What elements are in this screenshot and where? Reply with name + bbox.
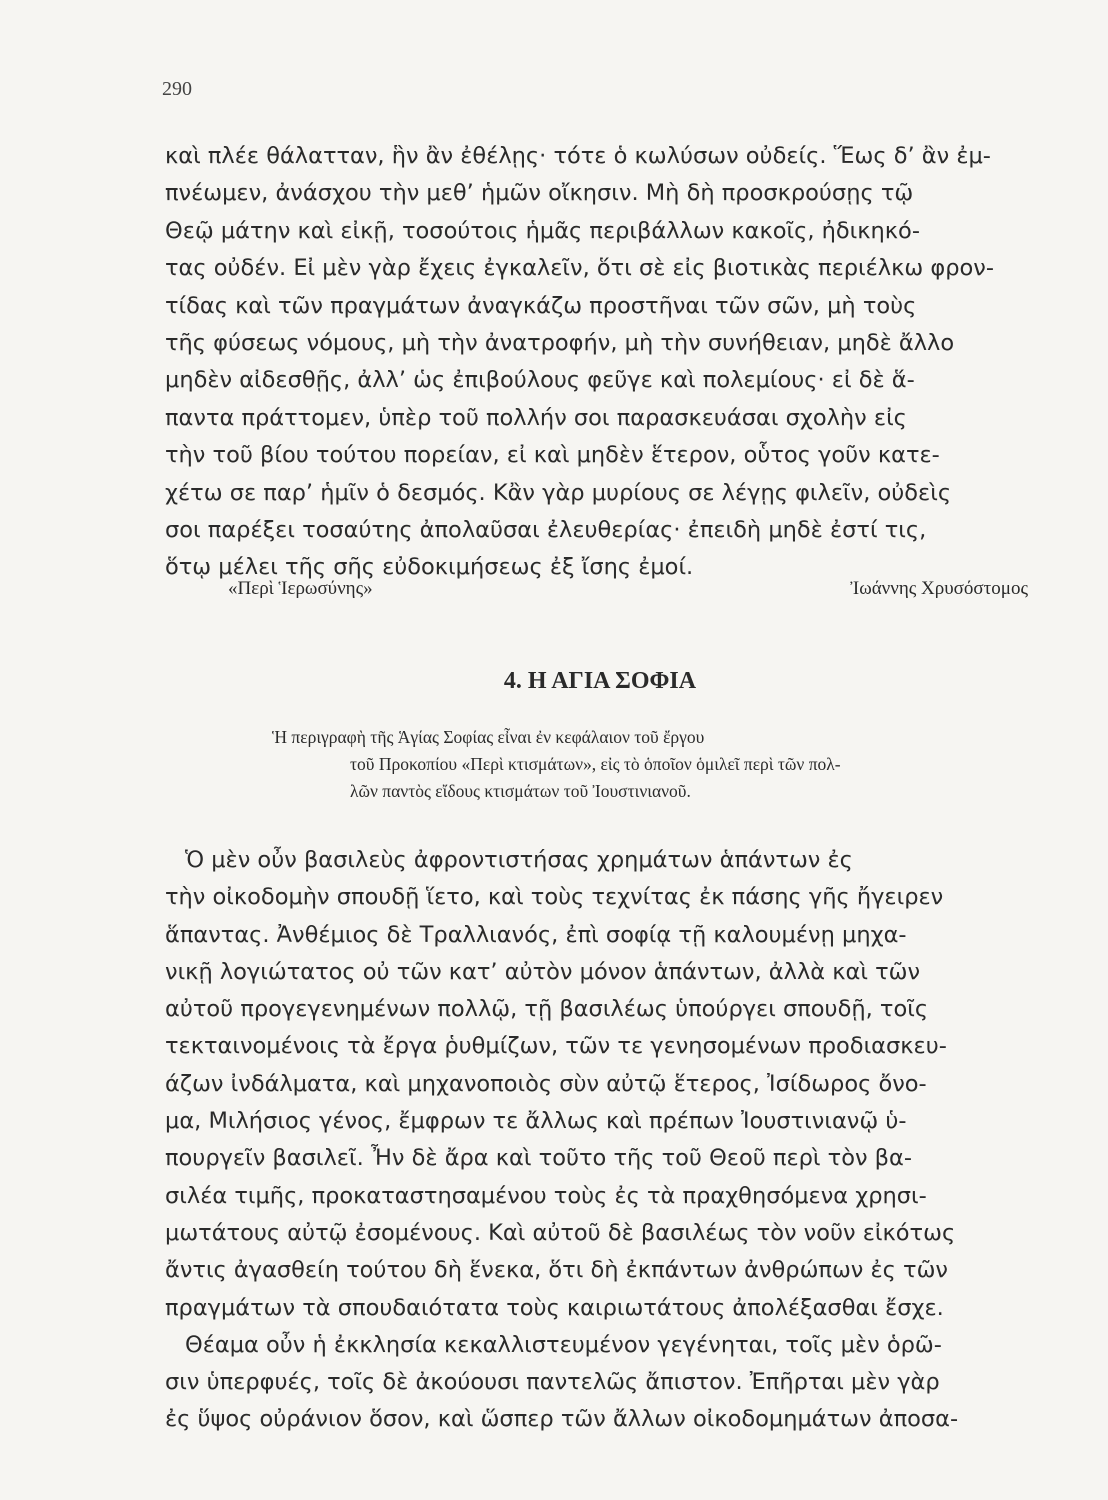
intro-line: Ἡ περιγραφὴ τῆς Ἁγίας Σοφίας εἶναι ἐν κεφάλαιον τοῦ ἔργου <box>272 727 705 747</box>
quote-line: Θεῷ μάτην καὶ εἰκῇ, τοσούτοις ἡμᾶς περιβάλλων κακοῖς, ἠδικηκό- <box>165 217 920 244</box>
body-line: Θέαμα οὖν ἡ ἐκκλησία κεκαλλιστευμένον γεγένηται, τοῖς μὲν ὁρῶ- <box>185 1331 942 1358</box>
body-line: πραγμάτων τὰ σπουδαιότατα τοὺς καιριωτάτους ἀπολέξασθαι ἔσχε. <box>165 1294 944 1321</box>
section-heading: 4. Η ΑΓΙΑ ΣΟΦΙΑ <box>503 668 697 694</box>
body-text <box>165 842 1027 1439</box>
quote-line: σοι παρέξει τοσαύτης ἀπολαῦσαι ἐλευθερίας· ἐπειδὴ μηδὲ ἐστί τις, <box>165 516 927 543</box>
quote-line: καὶ πλέε θάλατταν, ἣν ἂν ἐθέλῃς· τότε ὁ κωλύσων οὐδείς. Ἕως δ’ ἂν ἐμ- <box>165 143 991 169</box>
body-line: Ὁ μὲν οὖν βασιλεὺς ἀφροντιστήσας χρημάτων ἁπάντων ἐς <box>185 847 853 873</box>
quote-line: τὴν τοῦ βίου τούτου πορείαν, εἰ καὶ μηδὲν ἕτερον, οὗτος γοῦν κατε- <box>165 442 940 469</box>
quote-source: «Περὶ Ἱερωσύνης» <box>228 578 373 599</box>
quote-line: τίδας καὶ τῶν πραγμάτων ἀναγκάζω προστῆναι τῶν σῶν, μὴ τοὺς <box>165 292 917 319</box>
page-number: 290 <box>162 78 192 100</box>
body-line: μα, Μιλήσιος γένος, ἔμφρων τε ἄλλως καὶ πρέπων Ἰουστινιανῷ ὑ- <box>165 1108 907 1135</box>
section-intro <box>250 724 1030 805</box>
body-line: σιλέα τιμῆς, προκαταστησαμένου τοὺς ἐς τὰ πραχθησόμενα χρησι- <box>165 1182 927 1209</box>
intro-line: λῶν παντὸς εἴδους κτισμάτων τοῦ Ἰουστινιανοῦ. <box>350 781 691 801</box>
quote-line: τας οὐδέν. Εἰ μὲν γὰρ ἔχεις ἐγκαλεῖν, ὅτι σὲ εἰς βιοτικὰς περιέλκω φρον- <box>165 255 994 282</box>
body-line: ἄντις ἀγασθείη τούτου δὴ ἕνεκα, ὅτι δὴ ἐκπάντων ἀνθρώπων ἐς τῶν <box>165 1257 948 1284</box>
body-line: μωτάτους αὐτῷ ἐσομένους. Καὶ αὐτοῦ δὲ βασιλέως τὸν νοῦν εἰκότως <box>165 1219 956 1246</box>
body-line: σιν ὑπερφυές, τοῖς δὲ ἀκούουσι παντελῶς ἄπιστον. Ἐπῆρται μὲν γὰρ <box>165 1369 940 1396</box>
quote-line: χέτω σε παρ’ ἡμῖν ὁ δεσμός. Κἂν γὰρ μυρίους σε λέγῃς φιλεῖν, οὐδεὶς <box>165 479 952 506</box>
quote-line: παντα πράττομεν, ὑπὲρ τοῦ πολλήν σοι παρασκευάσαι σχολὴν εἰς <box>165 404 907 431</box>
quote-line: ὅτῳ μέλει τῆς σῆς εὐδοκιμήσεως ἐξ ἴσης ἐμοί. <box>165 554 694 581</box>
quote-passage <box>165 138 1027 587</box>
quote-line: τῆς φύσεως νόμους, μὴ τὴν ἀνατροφήν, μὴ τὴν συνήθειαν, μηδὲ ἄλλο <box>165 329 955 356</box>
body-line: ἐς ὕψος οὐράνιον ὅσον, καὶ ὥσπερ τῶν ἄλλων οἰκοδομημάτων ἀποσα- <box>165 1406 959 1433</box>
body-line: νικῇ λογιώτατος οὐ τῶν κατ’ αὐτὸν μόνον ἁπάντων, ἀλλὰ καὶ τῶν <box>165 958 921 985</box>
intro-line: τοῦ Προκοπίου «Περὶ κτισμάτων», εἰς τὸ ὁποῖον ὁμιλεῖ περὶ τῶν πολ- <box>350 754 841 774</box>
body-line: τὴν οἰκοδομὴν σπουδῇ ἵετο, καὶ τοὺς τεχνίτας ἐκ πάσης γῆς ἤγειρεν <box>165 884 944 911</box>
quote-author: Ἰωάννης Χρυσόστομος <box>850 578 1028 599</box>
body-line: πουργεῖν βασιλεῖ. Ἦν δὲ ἄρα καὶ τοῦτο τῆς τοῦ Θεοῦ περὶ τὸν βα- <box>165 1145 912 1172</box>
body-line: ἅπαντας. Ἀνθέμιος δὲ Τραλλιανός, ἐπὶ σοφίᾳ τῇ καλουμένῃ μηχα- <box>165 921 907 948</box>
quote-line: μηδὲν αἰδεσθῇς, ἀλλ’ ὡς ἐπιβούλους φεῦγε καὶ πολεμίους· εἰ δὲ ἅ- <box>165 367 915 394</box>
body-line: αὐτοῦ προγεγενημένων πολλῷ, τῇ βασιλέως ὑπούργει σπουδῇ, τοῖς <box>165 996 929 1023</box>
body-line: άζων ἰνδάλματα, καὶ μηχανοποιὸς σὺν αὐτῷ ἕτερος, Ἰσίδωρος ὄνο- <box>165 1070 927 1097</box>
body-line: τεκταινομένοις τὰ ἔργα ῥυθμίζων, τῶν τε γενησομένων προδιασκευ- <box>165 1033 947 1060</box>
quote-line: πνέωμεν, ἀνάσχου τὴν μεθ’ ἡμῶν οἴκησιν. Μὴ δὴ προσκρούσῃς τῷ <box>165 180 914 207</box>
